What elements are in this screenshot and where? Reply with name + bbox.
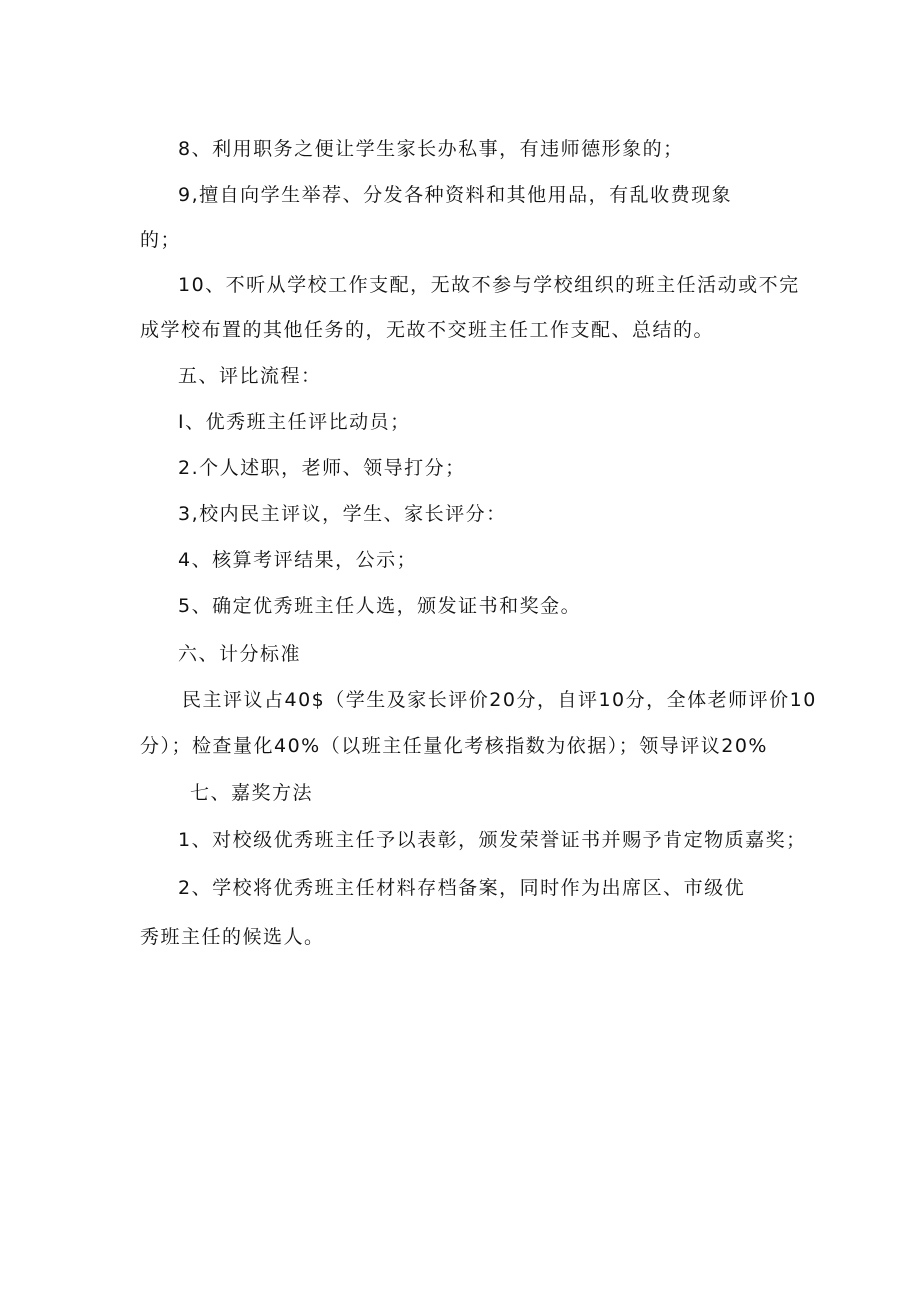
section-5-heading: 五、评比流程： — [178, 365, 322, 387]
process-step-3: 3,校内民主评议，学生、家长评分： — [178, 503, 507, 525]
reward-item-2-line-2: 秀班主任的候选人。 — [140, 926, 325, 948]
process-step-4: 4、核算考评结果，公示； — [178, 549, 418, 571]
process-step-1: I、优秀班主任评比动员； — [178, 411, 411, 433]
section-6-heading: 六、计分标准 — [178, 643, 302, 665]
item-8-line: 8、利用职务之便让学生家长办私事，有违师德形象的； — [178, 138, 684, 160]
process-step-5: 5、确定优秀班主任人选，颁发证书和奖金。 — [178, 595, 582, 617]
reward-item-2-line-1: 2、学校将优秀班主任材料存档备案，同时作为出席区、市级优 — [178, 877, 746, 899]
item-10-line-2: 成学校布置的其他任务的，无故不交班主任工作支配、总结的。 — [140, 319, 715, 341]
item-10-line-1: 10、不听从学校工作支配，无故不参与学校组织的班主任活动或不完 — [178, 274, 800, 296]
item-9-line-2: 的； — [140, 229, 182, 251]
reward-item-1: 1、对校级优秀班主任予以表彰，颁发荣誉证书并赐予肯定物质嘉奖； — [178, 829, 807, 851]
scoring-line-1: 民主评议占40$（学生及家长评价20分，自评10分，全体老师评价10 — [182, 689, 817, 711]
item-9-line-1: 9,擅自向学生举荐、分发各种资料和其他用品，有乱收费现象 — [178, 184, 733, 206]
scoring-line-2: 分）；检查量化40%（以班主任量化考核指数为依据）；领导评议20% — [140, 735, 768, 757]
section-7-heading: 七、嘉奖方法 — [190, 782, 314, 804]
process-step-2: 2.个人述职，老师、领导打分； — [178, 457, 466, 479]
